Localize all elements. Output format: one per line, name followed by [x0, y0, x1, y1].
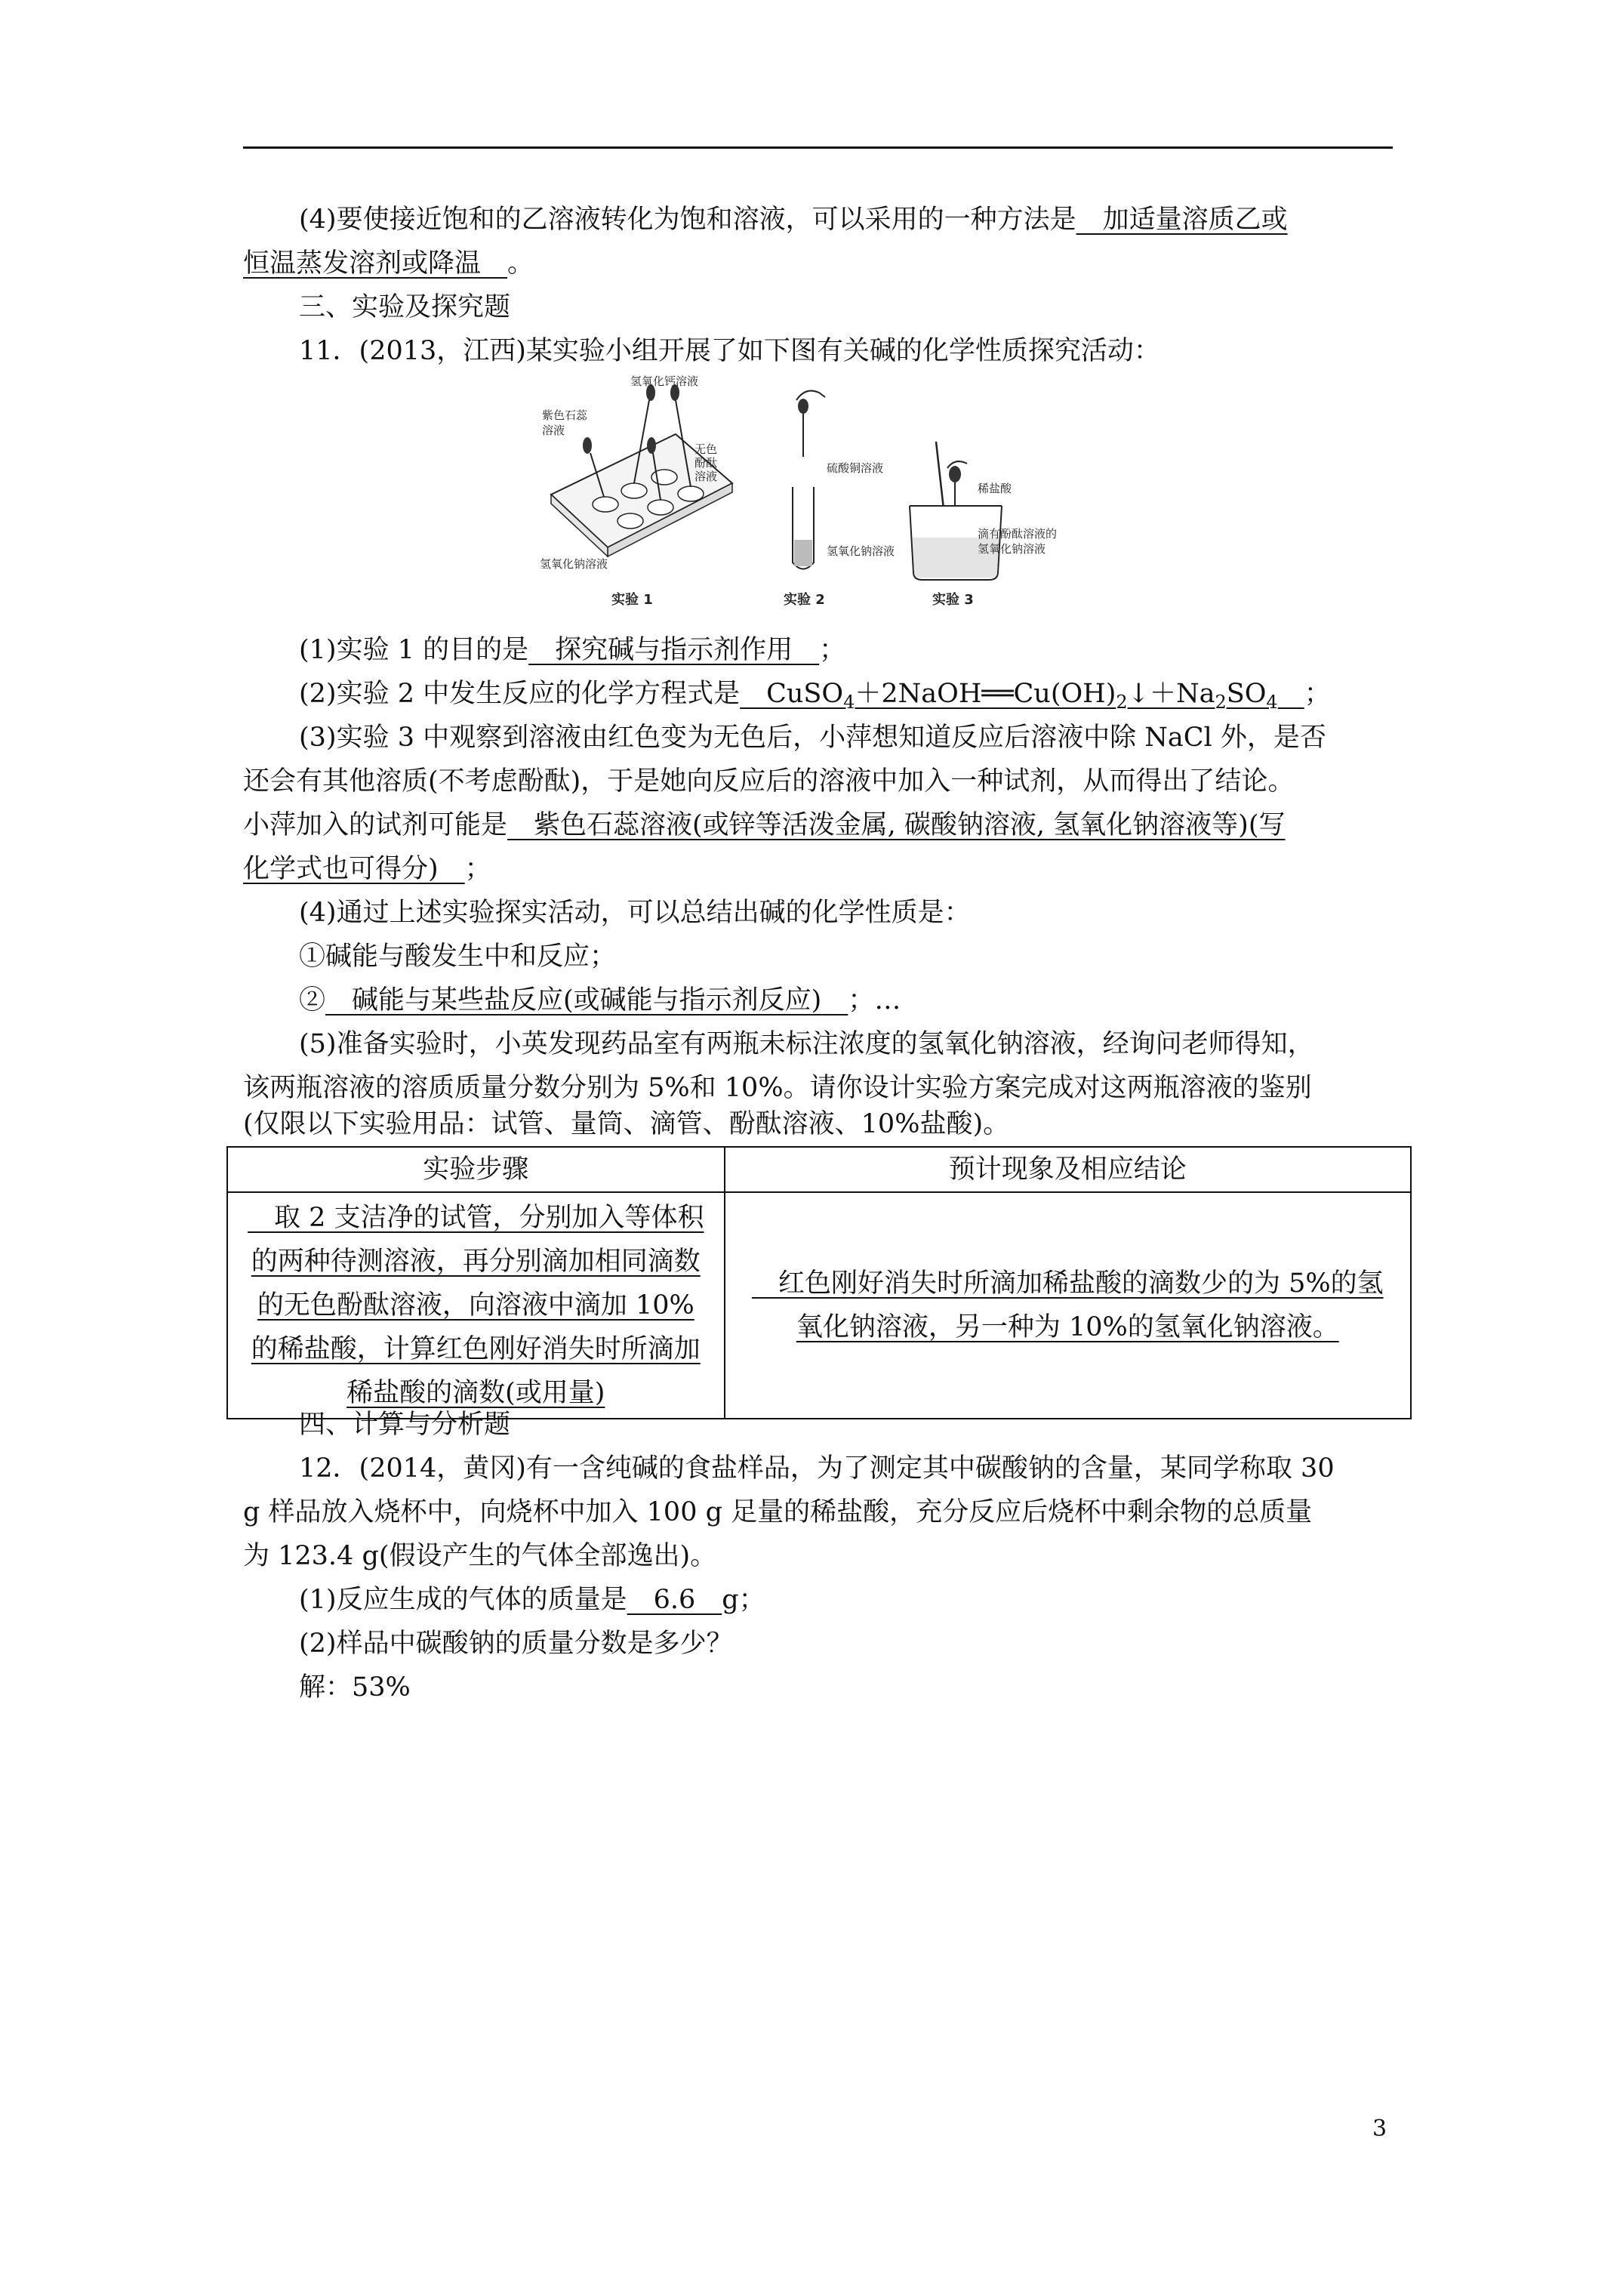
q12-part1-answer: 6.6	[627, 1585, 722, 1615]
caption-experiment1: 实验 1	[611, 592, 653, 608]
cell-expected-results: 红色刚好消失时所滴加稀盐酸的滴数少的为 5%的氢氧化钠溶液，另一种为 10%的氢氧化钠溶液。	[725, 1192, 1411, 1419]
caption-experiment2: 实验 2	[784, 592, 825, 608]
header-expected-results: 预计现象及相应结论	[725, 1147, 1411, 1192]
q11-part3-line4: 化学式也可得分) ；	[243, 854, 491, 884]
q12-part2: (2)样品中碳酸钠的质量分数是多少？	[299, 1629, 733, 1659]
q11-stem: 11．(2013，江西)某实验小组开展了如下图有关碱的化学性质探究活动：	[299, 336, 1160, 366]
cell-experiment-steps: 取 2 支洁净的试管，分别加入等体积的两种待测溶液，再分别滴加相同滴数的无色酚酞溶液，向溶液中滴加 10%的稀盐酸，计算红色刚好消失时所滴加稀盐酸的滴数(或用量)	[227, 1192, 725, 1419]
q12-line2: g 样品放入烧杯中，向烧杯中加入 100 g 足量的稀盐酸，充分反应后烧杯中剩余物的总质量	[243, 1497, 1313, 1527]
q11-part2: (2)实验 2 中发生反应的化学方程式是 $CuSO_4+2NaOH══Cu(OH)_2↓+Na_2SO_4$ ；	[299, 679, 1331, 713]
experiment2-diagram	[784, 391, 895, 608]
label-litmus-2: 溶液	[542, 424, 565, 437]
section3-title: 三、实验及探究题	[299, 292, 511, 322]
label-dilute-hcl: 稀盐酸	[978, 482, 1012, 495]
label-copper-sulfate: 硫酸铜溶液	[827, 461, 884, 475]
q12-line1: 12．(2014，黄冈)有一含纯碱的食盐样品，为了测定其中碳酸钠的含量，某同学称取 30	[299, 1453, 1335, 1484]
header-experiment-steps: 实验步骤	[227, 1147, 725, 1192]
experiment3-diagram	[910, 442, 1057, 608]
q11-part5-line2: 该两瓶溶液的溶质质量分数分别为 5%和 10%。请你设计实验方案完成对这两瓶溶液的鉴别	[243, 1073, 1312, 1103]
label-litmus-1: 紫色石蕊	[542, 408, 588, 422]
q11-part4-item2: ② 碱能与某些盐反应(或碱能与指示剂反应) ；…	[299, 985, 901, 1015]
page-number: 3	[1372, 2116, 1387, 2142]
q11-part3-answer-part2: 化学式也可得分)	[243, 854, 439, 884]
experiment1-diagram	[540, 374, 732, 608]
header-rule	[243, 146, 1393, 149]
q11-part5-line1: (5)准备实验时，小英发现药品室有两瓶未标注浓度的氢氧化钠溶液，经询问老师得知，	[299, 1029, 1314, 1059]
caption-experiment3: 实验 3	[932, 592, 974, 608]
section4-title: 四、计算与分析题	[299, 1410, 511, 1440]
q11-part5-line3: (仅限以下实验用品：试管、量筒、滴管、酚酞溶液、10%盐酸)。	[243, 1109, 1010, 1139]
q11-part2-equation: $CuSO_4+2NaOH══Cu(OH)_2↓+Na_2SO_4$	[740, 679, 1278, 713]
q10-part4-line1	[243, 198, 1393, 242]
label-phenolphthalein-naoh-2: 氢氧化钠溶液	[978, 542, 1046, 556]
q11-part3-answer-part1: 紫色石蕊溶液(或锌等活泼金属, 碳酸钠溶液, 氢氧化钠溶液等)(写	[507, 810, 1286, 840]
q11-experiment-figure	[536, 370, 1170, 619]
q10-part4-answer-part1: 加适量溶质乙或	[1076, 205, 1288, 235]
table-row	[227, 1192, 1411, 1419]
label-sodium-hydroxide-1: 氢氧化钠溶液	[540, 557, 608, 571]
label-phenolphthalein-3: 溶液	[694, 470, 718, 483]
q11-part1: (1)实验 1 的目的是 探究碱与指示剂作用 ；	[299, 635, 846, 665]
experiment-design-table	[226, 1146, 1412, 1419]
label-phenolphthalein-1: 无色	[694, 442, 718, 456]
q10-part4-prefix: (4)要使接近饱和的乙溶液转化为饱和溶液，可以采用的一种方法是	[299, 205, 1076, 235]
label-phenolphthalein-2: 酚酞	[694, 456, 718, 470]
q10-part4-line2: 恒温蒸发溶剂或降温 。	[243, 248, 534, 279]
q12-line3: 为 123.4 g(假设产生的气体全部逸出)。	[243, 1541, 717, 1571]
q11-part3-line3: 小萍加入的试剂可能是 紫色石蕊溶液(或锌等活泼金属, 碳酸钠溶液, 氢氧化钠溶液等)(写	[243, 810, 1286, 840]
label-sodium-hydroxide-2: 氢氧化钠溶液	[827, 544, 895, 558]
q11-part3-line1: (3)实验 3 中观察到溶液由红色变为无色后，小萍想知道反应后溶液中除 NaCl 外，是否	[299, 723, 1326, 753]
q11-part4-line1: (4)通过上述实验探实活动，可以总结出碱的化学性质是：	[299, 898, 971, 928]
q11-part1-answer: 探究碱与指示剂作用	[528, 635, 793, 665]
q11-part4-answer: 碱能与某些盐反应(或碱能与指示剂反应)	[325, 985, 822, 1015]
table-header-row	[227, 1147, 1411, 1192]
q10-part4-answer-part2: 恒温蒸发溶剂或降温	[243, 248, 482, 279]
q12-part1: (1)反应生成的气体的质量是 6.6 g；	[299, 1585, 765, 1615]
label-phenolphthalein-naoh-1: 滴有酚酞溶液的	[978, 527, 1058, 541]
q11-part4-item1: ①碱能与酸发生中和反应；	[299, 942, 617, 972]
label-calcium-hydroxide: 氢氧化钙溶液	[630, 374, 699, 388]
q11-part3-line2: 还会有其他溶质(不考虑酚酞)，于是她向反应后的溶液中加入一种试剂，从而得出了结论。	[243, 766, 1295, 797]
q12-solution: 解：53%	[299, 1672, 411, 1703]
